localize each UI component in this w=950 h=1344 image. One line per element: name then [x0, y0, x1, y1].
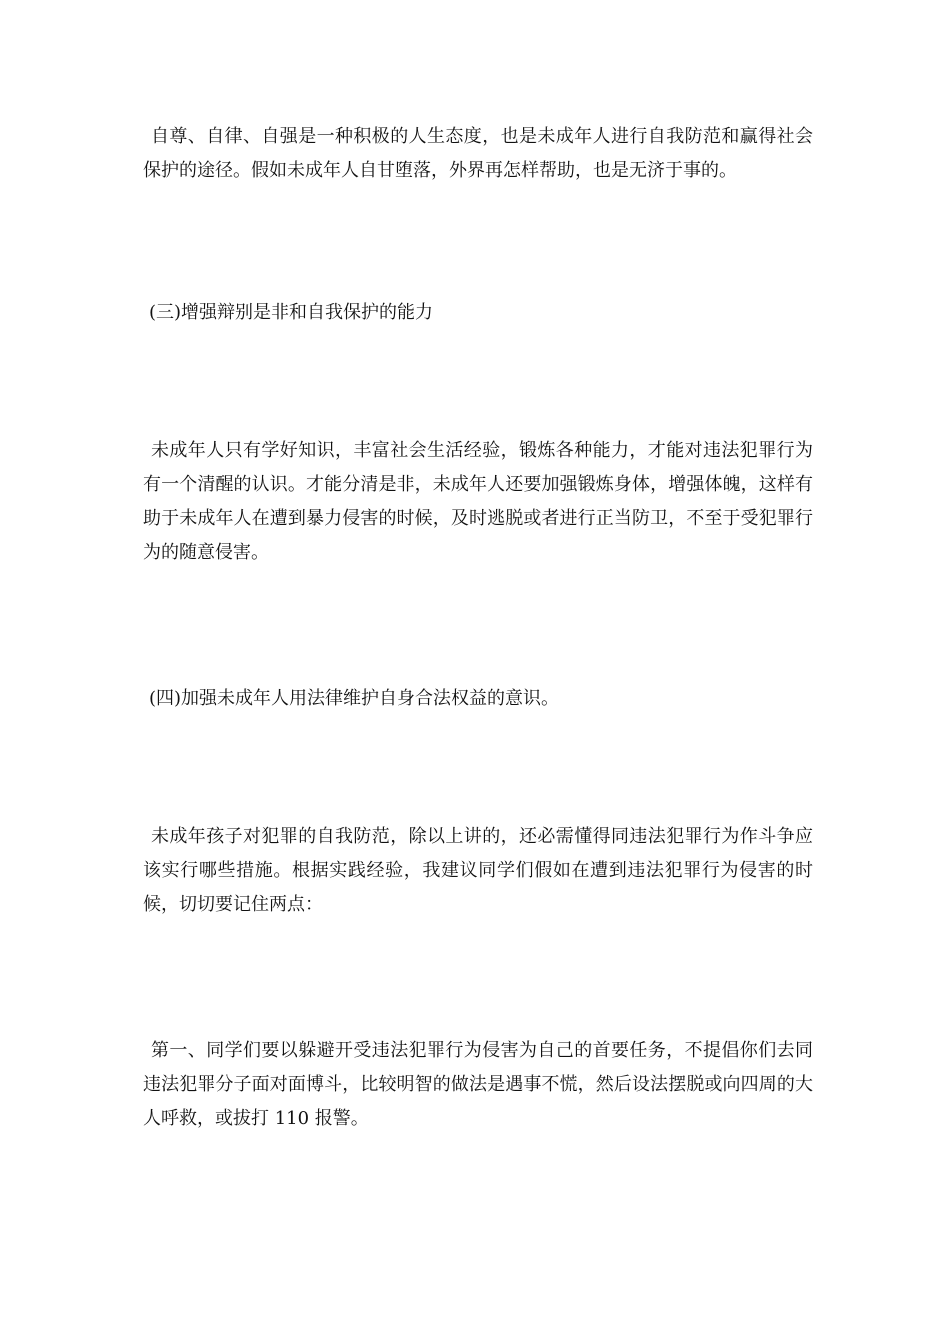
section-heading-three: (三)增强辩别是非和自我保护的能力: [149, 302, 434, 323]
section-heading-four: (四)加强未成年人用法律维护自身合法权益的意识。: [149, 688, 560, 709]
paragraph-self-respect: 自尊、自律、自强是一种积极的人生态度，也是未成年人进行自我防范和赢得社会保护的途径。假如未成年人自甘堕落，外界再怎样帮助，也是无济于事的。: [143, 126, 813, 181]
paragraph-first-point: 第一、同学们要以躲避开受违法犯罪行为侵害为自己的首要任务，不提倡你们去同违法犯罪分子面对面博斗，比较明智的做法是遇事不慌，然后设法摆脱或向四周的大人呼救，或拔打 110 报警。: [143, 1040, 813, 1129]
paragraph-knowledge: 未成年人只有学好知识，丰富社会生活经验，锻炼各种能力，才能对违法犯罪行为有一个清醒的认识。才能分清是非，未成年人还要加强锻炼身体，增强体魄，这样有助于未成年人在遭到暴力侵害的时候，及时逃脱或者进行正当防卫，不至于受犯罪行为的随意侵害。: [143, 440, 813, 563]
paragraph-self-defense: 未成年孩子对犯罪的自我防范，除以上讲的，还必需懂得同违法犯罪行为作斗争应该实行哪些措施。根据实践经验，我建议同学们假如在遭到违法犯罪行为侵害的时候，切切要记住两点：: [143, 826, 813, 915]
